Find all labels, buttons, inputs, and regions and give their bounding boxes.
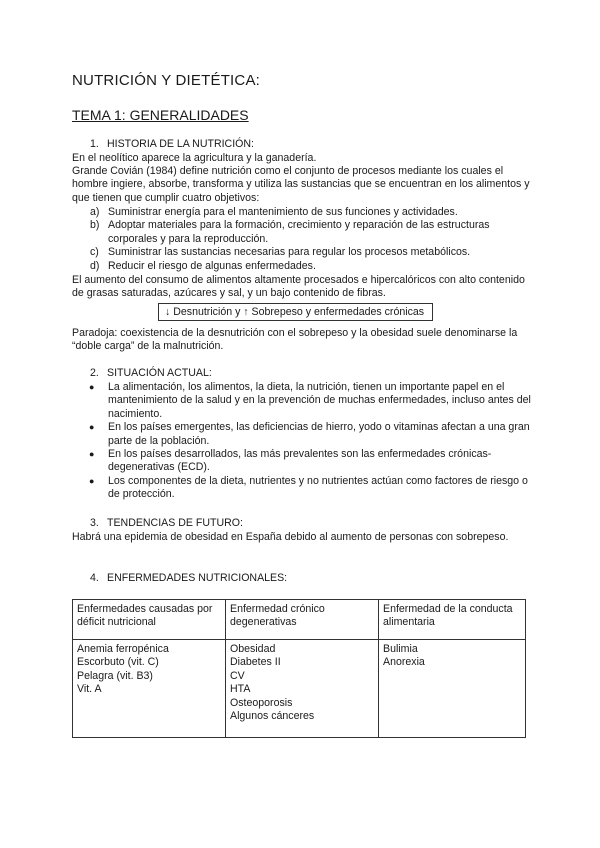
bullet-icon: ● [89, 382, 95, 392]
table-cell-chronic [226, 640, 379, 738]
section-1-number: 1. [90, 138, 99, 150]
list-item-text: Los componentes de la dieta, nutrientes y no nutrientes actúan como factores de riesgo o de protección. [108, 474, 528, 501]
section-4-title: ENFERMEDADES NUTRICIONALES: [107, 572, 288, 584]
cell-line: Anemia ferropénica [77, 643, 169, 655]
cell-line: Vit. A [77, 683, 102, 696]
list-item-text: En los países emergentes, las deficiencias de hierro, yodo o vitaminas afectan a una gran parte de la población. [108, 421, 530, 447]
list-item [72, 219, 532, 246]
cell-line: Diabetes II [230, 656, 281, 669]
section-3-number: 3. [90, 517, 99, 529]
list-item [72, 475, 532, 502]
s1-paragraph-2: Grande Covián (1984) define nutrición como el conjunto de procesos mediante los cuales el hombre ingiere, absorbe, transforma y utiliza las sustancias que se encuentran en los alimentos y que tienen que cumplir cuatro objetivos: [72, 165, 530, 204]
section-2-number: 2. [90, 367, 99, 379]
section-4-heading [90, 572, 287, 584]
list-item-text: Reducir el riesgo de algunas enfermedades. [108, 259, 316, 272]
section-3-title: TENDENCIAS DE FUTURO: [107, 517, 243, 529]
objectives-list [72, 206, 532, 273]
cell-line: Obesidad [230, 643, 276, 655]
table-header-cell: Enfermedad de la conducta alimentaria [379, 600, 526, 640]
list-item-text: Suministrar las sustancias necesarias para regular los procesos metabólicos. [108, 246, 471, 259]
s1-paragraph-4: Paradoja: coexistencia de la desnutrición con el sobrepeso y la obesidad suele denominarse la “doble carga” de la malnutrición. [72, 327, 518, 353]
table-header-row [73, 600, 526, 640]
list-item [72, 421, 532, 448]
cell-line: Escorbuto (vit. C) [77, 656, 159, 669]
nutritional-diseases-table [72, 599, 526, 738]
section-2-heading [90, 367, 212, 379]
section-1-title: HISTORIA DE LA NUTRICIÓN: [107, 138, 254, 150]
table-cell-eating-disorder [379, 640, 526, 738]
list-item-text: En los países desarrollados, las más prevalentes son las enfermedades crónicas-degenerativas (ECD). [108, 448, 492, 474]
tema-heading: TEMA 1: GENERALIDADES [72, 107, 249, 123]
bullet-icon: ● [89, 475, 95, 486]
cell-line: HTA [230, 683, 251, 696]
bullet-icon: ● [89, 422, 95, 433]
bullet-icon: ● [89, 449, 95, 460]
table-cell-deficit [73, 640, 226, 738]
list-item-text: Adoptar materiales para la formación, crecimiento y reparación de las estructuras corporales y para la reproducción. [108, 219, 490, 245]
section-1-heading [90, 138, 254, 150]
cell-line: Pelagra (vit. B3) [77, 669, 153, 682]
table-header-cell: Enfermedades causadas por déficit nutricional [73, 600, 226, 640]
list-marker: c) [90, 246, 99, 259]
list-item [72, 260, 532, 273]
document-title: NUTRICIÓN Y DIETÉTICA: [72, 72, 261, 89]
table-row [73, 640, 526, 738]
highlight-box: ↓ Desnutrición y ↑ Sobrepeso y enfermedades crónicas [158, 303, 433, 321]
section-4-number: 4. [90, 572, 99, 584]
situation-list [72, 381, 532, 502]
list-marker: a) [90, 206, 100, 218]
cell-line: Osteoporosis [230, 696, 293, 709]
list-item [72, 381, 532, 421]
list-item-text: Suministrar energía para el mantenimiento de sus funciones y actividades. [108, 206, 458, 218]
table-header-cell: Enfermedad crónico degenerativas [226, 600, 379, 640]
cell-line: CV [230, 669, 245, 682]
list-marker: d) [90, 259, 100, 272]
cell-line: Bulimia [383, 643, 418, 655]
s3-paragraph-1: Habrá una epidemia de obesidad en España debido al aumento de personas con sobrepeso. [72, 531, 509, 543]
cell-line: Algunos cánceres [230, 710, 315, 723]
section-3-heading [90, 517, 243, 529]
s1-paragraph-3: El aumento del consumo de alimentos altamente procesados e hipercalóricos con alto contenido de grasas saturadas, azúcares y sal, y un bajo contenido de fibras. [72, 274, 525, 300]
s1-paragraph-1: En el neolítico aparece la agricultura y la ganadería. [72, 152, 317, 164]
list-marker: b) [90, 219, 100, 232]
list-item-text: La alimentación, los alimentos, la dieta, la nutrición, tienen un importante papel en el mantenimiento de la salud y en la prevención de muchas enfermedades, incluso antes del nacimiento. [108, 381, 531, 420]
cell-line: Anorexia [383, 656, 425, 669]
section-2-title: SITUACIÓN ACTUAL: [107, 367, 212, 379]
list-item [72, 246, 532, 259]
list-item [72, 448, 532, 475]
list-item [72, 206, 532, 219]
